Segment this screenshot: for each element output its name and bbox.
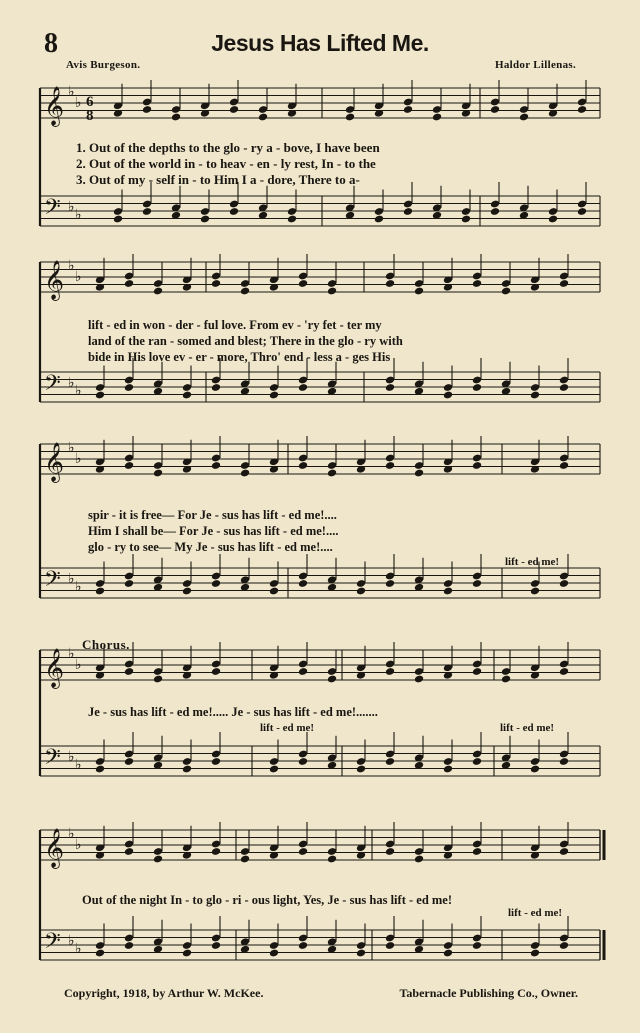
svg-text:♭: ♭ <box>75 452 82 467</box>
svg-text:𝄞: 𝄞 <box>44 648 65 688</box>
chorus-line1: Je - sus has lift - ed me!..... Je - sus has lift - ed me!....... <box>88 705 378 719</box>
svg-text:♭: ♭ <box>75 580 82 595</box>
svg-text:♭: ♭ <box>68 259 75 274</box>
svg-text:♭: ♭ <box>75 942 82 957</box>
composer-credit: Haldor Lillenas. <box>495 59 576 71</box>
system1-verse2: 2. Out of the world in - to heav - en - ly rest, In - to the <box>76 156 376 171</box>
svg-text:♭: ♭ <box>68 200 75 215</box>
svg-text:♭: ♭ <box>75 208 82 223</box>
publisher-notice: Tabernacle Publishing Co., Owner. <box>399 986 578 1000</box>
svg-text:♭: ♭ <box>68 827 75 842</box>
svg-text:♭: ♭ <box>75 270 82 285</box>
svg-text:♭: ♭ <box>68 750 75 765</box>
system1-verse3: 3. Out of my - self in - to Him I a - dore, There to a- <box>76 172 360 187</box>
svg-text:♭: ♭ <box>68 647 75 662</box>
system1-verse1: 1. Out of the depths to the glo - ry a - bove, I have been <box>76 140 380 155</box>
svg-text:8: 8 <box>86 108 94 124</box>
svg-text:𝄞: 𝄞 <box>44 86 65 126</box>
hymn-number: 8 <box>44 28 58 59</box>
svg-text:♭: ♭ <box>68 85 75 100</box>
chorus-echo2: lift - ed me! <box>500 722 555 734</box>
svg-text:𝄢: 𝄢 <box>44 567 61 597</box>
system2-verse2: land of the ran - somed and blest; There in the glo - ry with <box>88 334 403 348</box>
chorus-echo3: lift - ed me! <box>508 907 563 919</box>
svg-text:♭: ♭ <box>75 658 82 673</box>
svg-text:𝄢: 𝄢 <box>44 371 61 401</box>
system3-verse1: spir - it is free— For Je - sus has lift - ed me!.... <box>88 508 337 522</box>
chorus-line2: Out of the night In - to glo - ri - ous light, Yes, Je - sus has lift - ed me! <box>82 893 453 907</box>
system3-echo: lift - ed me! <box>505 556 560 568</box>
svg-text:♭: ♭ <box>68 376 75 391</box>
svg-text:♭: ♭ <box>75 96 82 111</box>
chorus-label: Chorus. <box>82 637 130 652</box>
system3-verse2: Him I shall be— For Je - sus has lift - ed me!.... <box>88 524 339 538</box>
svg-text:♭: ♭ <box>75 838 82 853</box>
system2-verse1: lift - ed in won - der - ful love. From ev - 'ry fet - ter my <box>88 318 382 332</box>
hymn-title: Jesus Has Lifted Me. <box>211 30 429 56</box>
svg-text:♭: ♭ <box>75 758 82 773</box>
svg-text:♭: ♭ <box>75 384 82 399</box>
svg-text:𝄢: 𝄢 <box>44 745 61 775</box>
copyright-notice: Copyright, 1918, by Arthur W. McKee. <box>64 986 264 1000</box>
lyricist-credit: Avis Burgeson. <box>66 59 141 71</box>
svg-text:6: 6 <box>86 94 94 110</box>
svg-text:♭: ♭ <box>68 934 75 949</box>
chorus-echo1: lift - ed me! <box>260 722 315 734</box>
system2-verse3: bide in His love ev - er - more, Thro' end - less a - ges His <box>88 350 391 364</box>
svg-text:♭: ♭ <box>68 572 75 587</box>
svg-text:𝄞: 𝄞 <box>44 442 65 482</box>
svg-text:♭: ♭ <box>68 441 75 456</box>
svg-text:𝄢: 𝄢 <box>44 929 61 959</box>
system3-verse3: glo - ry to see— My Je - sus has lift - ed me!.... <box>88 540 333 554</box>
svg-text:𝄢: 𝄢 <box>44 195 61 225</box>
svg-text:𝄞: 𝄞 <box>44 828 65 868</box>
svg-text:𝄞: 𝄞 <box>44 260 65 300</box>
